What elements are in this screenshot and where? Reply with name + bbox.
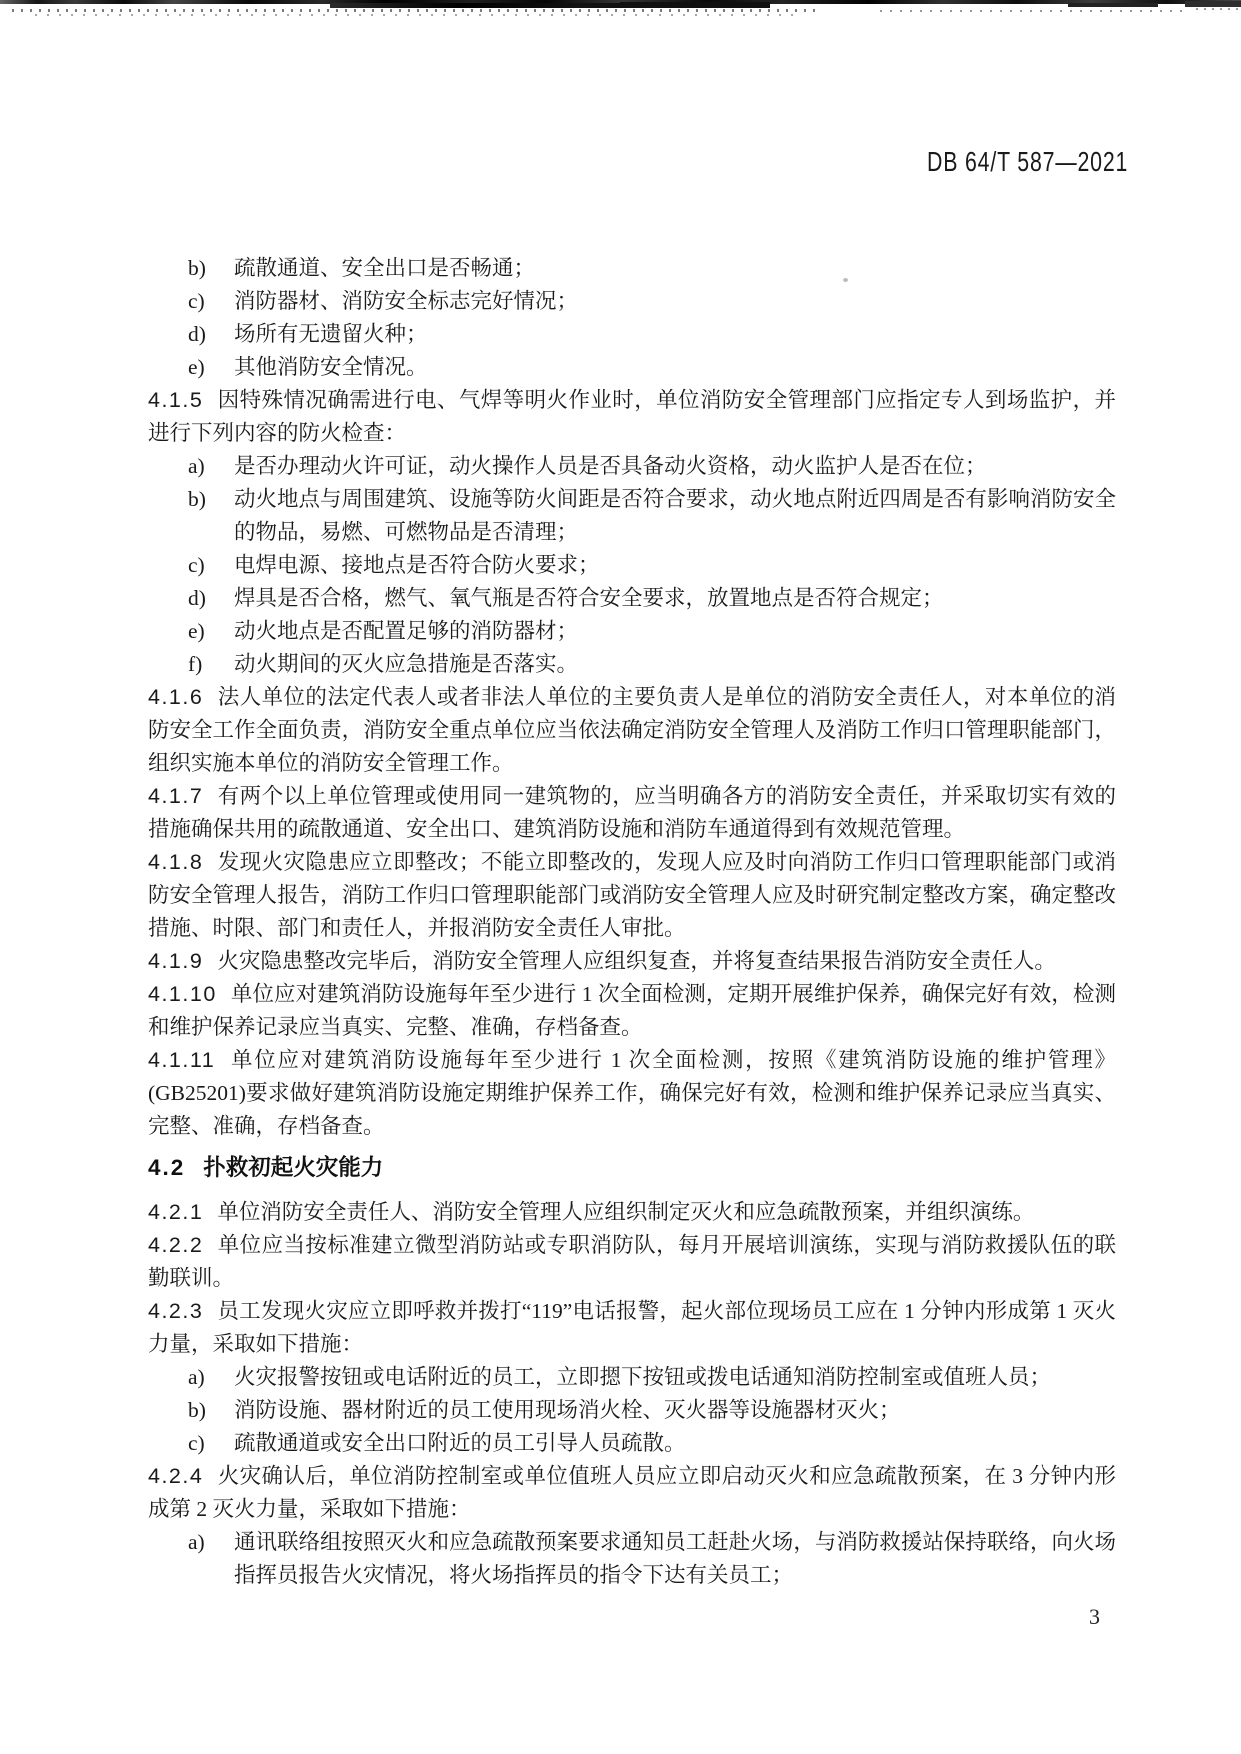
scan-artifact-speckles (35, 14, 795, 16)
list-item (148, 351, 1116, 384)
list-item (148, 582, 1116, 615)
list-item-marker: a) (188, 454, 205, 478)
list-item-marker: c) (188, 289, 205, 313)
clause-text: 单位应对建筑消防设施每年至少进行 1 次全面检测，按照《建筑消防设施的维护管理》(GB25201)要求做好建筑消防设施定期维护保养工作，确保完好有效，检测和维护保养记录应当真实、完整、准确，存档备查。 (148, 1048, 1116, 1138)
page-number: 3 (1089, 1604, 1100, 1629)
clause-number: 4.2.1 (148, 1200, 204, 1224)
list-item-text: 动火期间的灭火应急措施是否落实。 (234, 652, 579, 676)
list-item-text: 是否办理动火许可证，动火操作人员是否具备动火资格，动火监护人是否在位； (234, 454, 987, 478)
list-item-text: 动火地点与周围建筑、设施等防火间距是否符合要求，动火地点附近四周是否有影响消防安全的物品，易燃、可燃物品是否清理； (234, 487, 1116, 544)
scan-artifact-speckles (880, 10, 1190, 12)
list-item-text: 消防设施、器材附近的员工使用现场消火栓、灭火器等设施器材灭火； (234, 1398, 901, 1422)
list-item-text: 其他消防安全情况。 (234, 355, 428, 379)
section-title: 扑救初起火灾能力 (203, 1155, 384, 1180)
list-item-marker: c) (188, 1431, 205, 1455)
clause-paragraph (148, 1229, 1116, 1295)
clause-text: 发现火灾隐患应立即整改；不能立即整改的，发现人应及时向消防工作归口管理职能部门或消防安全管理人报告，消防工作归口管理职能部门或消防安全管理人应及时研究制定整改方案，确定整改措施、时限、部门和责任人，并报消防安全责任人审批。 (148, 850, 1116, 940)
clause-text: 因特殊情况确需进行电、气焊等明火作业时，单位消防安全管理部门应指定专人到场监护，并进行下列内容的防火检查： (148, 388, 1116, 445)
clause-number: 4.2.3 (148, 1299, 204, 1323)
list-item (148, 648, 1116, 681)
clause-paragraph (148, 1460, 1116, 1526)
clause-number: 4.1.11 (148, 1048, 216, 1072)
list-item-marker: a) (188, 1365, 205, 1389)
list-item (148, 1394, 1116, 1427)
clause-number: 4.1.10 (148, 982, 217, 1006)
document-code-header: DB 64/T 587—2021 (927, 146, 1129, 178)
list-item-text: 通讯联络组按照灭火和应急疏散预案要求通知员工赶赴火场，与消防救援站保持联络，向火场指挥员报告火灾情况，将火场指挥员的指令下达有关员工； (234, 1530, 1116, 1587)
clause-number: 4.1.9 (148, 949, 204, 973)
scan-artifact-speckles (12, 9, 822, 12)
clause-text: 法人单位的法定代表人或者非法人单位的主要负责人是单位的消防安全责任人，对本单位的消防安全工作全面负责，消防安全重点单位应当依法确定消防安全管理人及消防工作归口管理职能部门，组织实施本单位的消防安全管理工作。 (148, 685, 1116, 775)
clause-text: 员工发现火灾应立即呼救并拨打“119”电话报警，起火部位现场员工应在 1 分钟内形成第 1 灭火力量，采取如下措施： (148, 1299, 1116, 1356)
list-item-marker: b) (188, 1398, 206, 1422)
clause-number: 4.2.2 (148, 1233, 204, 1257)
document-body (148, 252, 1116, 1592)
list-item (148, 615, 1116, 648)
clause-paragraph (148, 1196, 1116, 1229)
clause-text: 有两个以上单位管理或使用同一建筑物的，应当明确各方的消防安全责任，并采取切实有效的措施确保共用的疏散通道、安全出口、建筑消防设施和消防车通道得到有效规范管理。 (148, 784, 1116, 841)
clause-text: 单位应对建筑消防设施每年至少进行 1 次全面检测，定期开展维护保养，确保完好有效，检测和维护保养记录应当真实、完整、准确，存档备查。 (148, 982, 1116, 1039)
clause-paragraph (148, 846, 1116, 945)
list-item-marker: e) (188, 355, 205, 379)
clause-paragraph (148, 780, 1116, 846)
list-item-text: 动火地点是否配置足够的消防器材； (234, 619, 579, 643)
list-item-marker: a) (188, 1530, 205, 1554)
list-item (148, 1361, 1116, 1394)
list-item (148, 1526, 1116, 1592)
list-item-text: 消防器材、消防安全标志完好情况； (234, 289, 579, 313)
scan-artifact-line (620, 2, 770, 8)
list-item (148, 450, 1116, 483)
list-item (148, 285, 1116, 318)
list-item-text: 电焊电源、接地点是否符合防火要求； (234, 553, 600, 577)
scan-artifact-top (0, 0, 1241, 20)
clause-paragraph (148, 1295, 1116, 1361)
clause-paragraph (148, 1044, 1116, 1143)
list-item (148, 549, 1116, 582)
scan-artifact-speckles (1196, 8, 1241, 10)
clause-number: 4.1.8 (148, 850, 204, 874)
clause-paragraph (148, 384, 1116, 450)
list-item-text: 火灾报警按钮或电话附近的员工，立即摁下按钮或拨电话通知消防控制室或值班人员； (234, 1365, 1052, 1389)
list-item-marker: b) (188, 256, 206, 280)
clause-number: 4.1.7 (148, 784, 204, 808)
clause-text: 单位应当按标准建立微型消防站或专职消防队，每月开展培训演练，实现与消防救援队伍的联勤联训。 (148, 1233, 1116, 1290)
clause-text: 单位消防安全责任人、消防安全管理人应组织制定灭火和应急疏散预案，并组织演练。 (217, 1200, 1035, 1224)
list-item-text: 疏散通道或安全出口附近的员工引导人员疏散。 (234, 1431, 686, 1455)
list-item-marker: f) (188, 652, 203, 676)
list-item (148, 1427, 1116, 1460)
list-item (148, 318, 1116, 351)
list-item (148, 252, 1116, 285)
list-item-text: 焊具是否合格，燃气、氧气瓶是否符合安全要求，放置地点是否符合规定； (234, 586, 944, 610)
section-number: 4.2 (148, 1155, 186, 1180)
clause-paragraph (148, 978, 1116, 1044)
list-item-text: 疏散通道、安全出口是否畅通； (234, 256, 536, 280)
clause-paragraph (148, 681, 1116, 780)
list-item (148, 483, 1116, 549)
section-heading (148, 1151, 1116, 1184)
list-item-marker: c) (188, 553, 205, 577)
clause-number: 4.1.6 (148, 685, 204, 709)
clause-number: 4.1.5 (148, 388, 204, 412)
scan-artifact-line (1185, 1, 1241, 7)
list-item-text: 场所有无遗留火种； (234, 322, 428, 346)
list-item-marker: e) (188, 619, 205, 643)
clause-paragraph (148, 945, 1116, 978)
clause-text: 火灾隐患整改完毕后，消防安全管理人应组织复查，并将复查结果报告消防安全责任人。 (217, 949, 1056, 973)
list-item-marker: d) (188, 322, 206, 346)
list-item-marker: b) (188, 487, 206, 511)
scan-artifact-line (1068, 3, 1158, 7)
clause-number: 4.2.4 (148, 1464, 204, 1488)
list-item-marker: d) (188, 586, 206, 610)
clause-text: 火灾确认后，单位消防控制室或单位值班人员应立即启动灭火和应急疏散预案，在 3 分钟内形成第 2 灭火力量，采取如下措施： (148, 1464, 1116, 1521)
